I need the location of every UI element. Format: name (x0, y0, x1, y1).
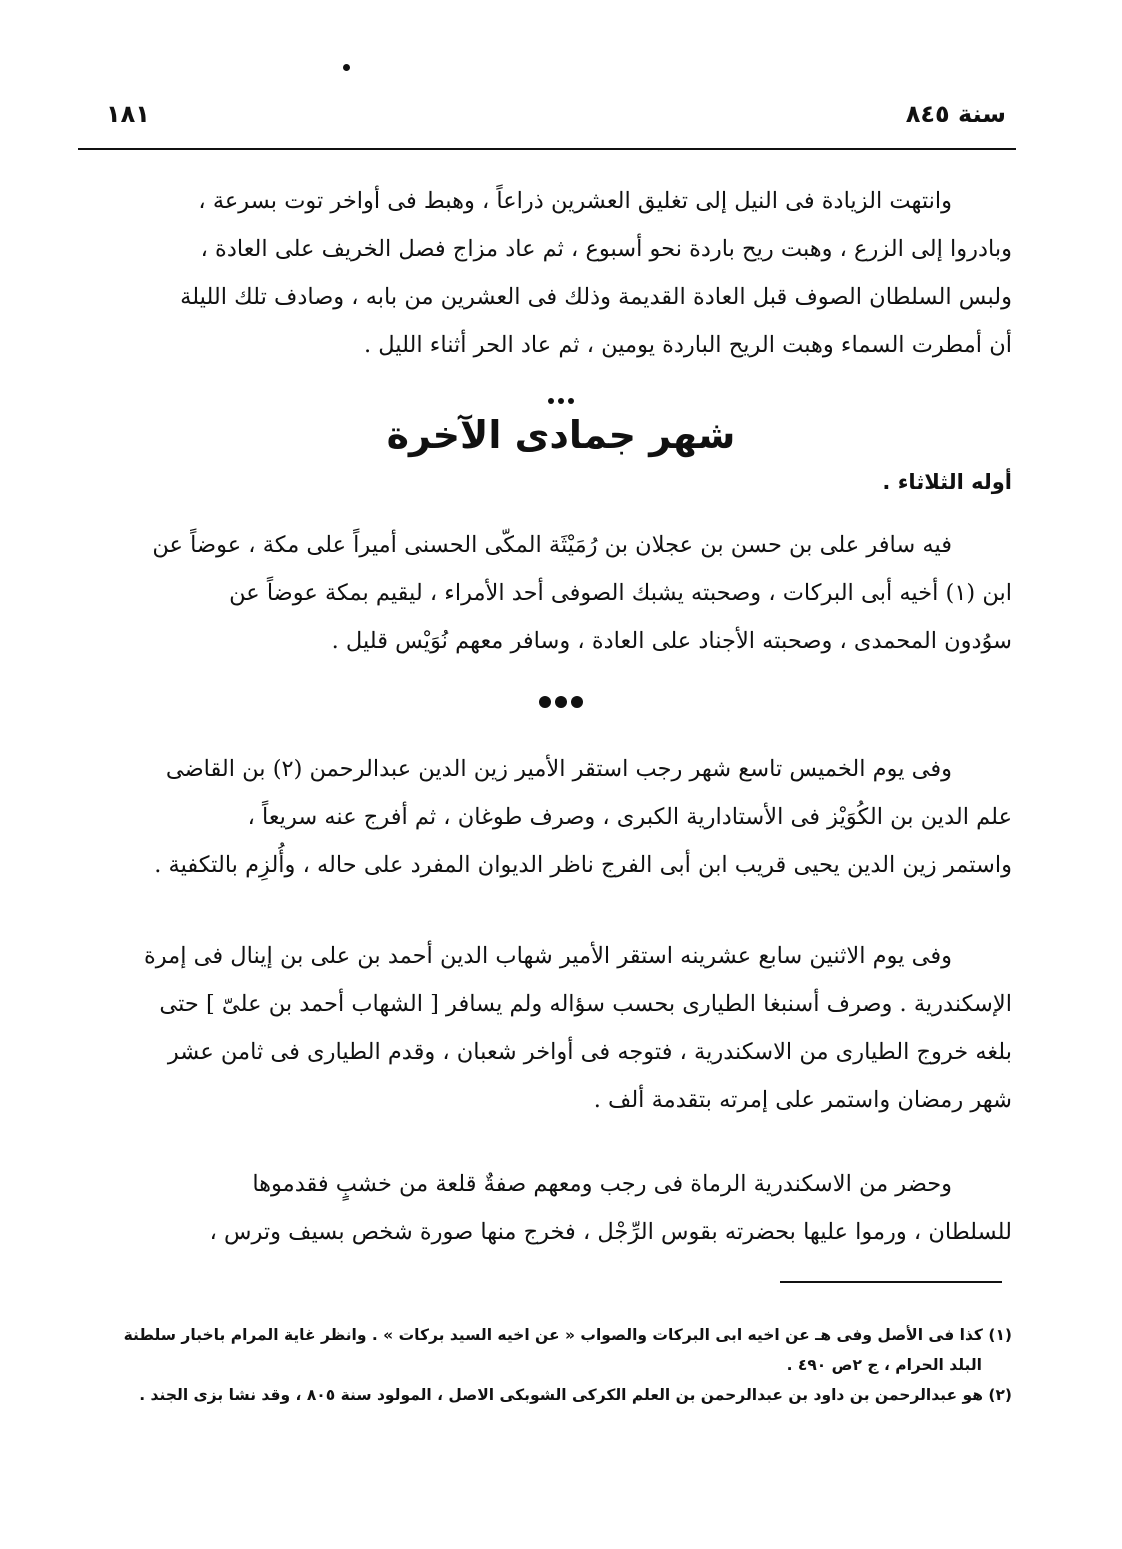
text-line: شهر رمضان واستمر على إمرته بتقدمة ألف . (593, 1087, 1012, 1113)
paragraph-archers (100, 1160, 1012, 1256)
text-line: أن أمطرت السماء وهبت الريح الباردة يومين ، ثم عاد الحر أثناء الليل . (363, 332, 1012, 358)
text-line: ابن (١) أخيه أبى البركات ، وصحبته يشبك الصوفى أحد الأمراء ، ليقيم بمكة عوضاً عن (229, 580, 1012, 606)
text-line: سوُدون المحمدى ، وصحبته الأجناد على العادة ، وسافر معهم نُوَيْس قليل . (331, 628, 1012, 654)
footnote-1-continuation: البلد الحرام ، ج ٢ص ٤٩٠ . (786, 1356, 982, 1374)
text-line: علم الدين بن الكُوَيْز فى الأستادارية الكبرى ، وصرف طوغان ، ثم أفرج عنه سريعاً ، (247, 804, 1012, 830)
text-line: وفى يوم الخميس تاسع شهر رجب استقر الأمير زين الدين عبدالرحمن (٢) بن القاضى (165, 756, 952, 782)
paragraph-nile-flood (100, 177, 1012, 369)
top-dot-mark (343, 64, 350, 71)
text-line: ولبس السلطان الصوف قبل العادة القديمة وذلك فى العشرين من بابه ، وصادف تلك الليلة (180, 284, 1012, 310)
footnotes (100, 1320, 1012, 1410)
dots-separator (0, 389, 1122, 408)
month-first-day: أوله الثلاثاء . (882, 470, 1012, 494)
month-heading: شهر جمادى الآخرة (386, 413, 736, 457)
text-line: وانتهت الزيادة فى النيل إلى تغليق العشرين ذراعاً ، وهبط فى أواخر توت بسرعة ، (198, 188, 952, 214)
text-line: بلغه خروج الطيارى من الاسكندرية ، فتوجه فى أواخر شعبان ، وقدم الطيارى فى ثامن عشر (167, 1039, 1012, 1065)
running-head (100, 100, 1012, 136)
text-line: وبادروا إلى الزرع ، وهبت ريح باردة نحو أسبوع ، ثم عاد مزاج فصل الخريف على العادة ، (200, 236, 1012, 262)
text-line: وحضر من الاسكندرية الرماة فى رجب ومعهم صفةٌ قلعة من خشبٍ فقدموها (252, 1171, 952, 1197)
text-line: وفى يوم الاثنين سابع عشرينه استقر الأمير شهاب الدين أحمد بن على بن إينال فى إمرة (143, 943, 952, 969)
footnote-2: (٢) هو عبدالرحمن بن داود بن عبدالرحمن بن العلم الكركى الشوبكى الاصل ، المولود سنة ٨٠٥ ، وقد نشا بزى الجند . (139, 1386, 1012, 1404)
text-line: الإسكندرية . وصرف أسنبغا الطيارى بحسب سؤاله ولم يسافر [ الشهاب أحمد بن علىّ ] حتى (159, 991, 1012, 1017)
paragraph-ustadar (100, 745, 1012, 889)
year-label: سنة ٨٤٥ (905, 100, 1006, 128)
page-number: ١٨١ (106, 100, 150, 128)
header-rule (78, 148, 1016, 150)
footnote-1: (١) كذا فى الأصل وفى هـ عن اخيه ابى البركات والصواب « عن اخيه السيد بركات » . وانظر غاية المرام باخبار سلطنة (123, 1326, 1012, 1344)
dots-separator (0, 693, 1122, 712)
paragraph-mecca (100, 521, 1012, 665)
text-line: فيه سافر على بن حسن بن عجلان بن رُمَيْثَة المكّى الحسنى أميراً على مكة ، عوضاً عن (152, 532, 952, 558)
text-line: واستمر زين الدين يحيى قريب ابن أبى الفرج ناظر الديوان المفرد على حاله ، وأُلزِم بالتكفية . (154, 852, 1012, 878)
footnote-rule (780, 1281, 1002, 1283)
paragraph-alexandria (100, 932, 1012, 1124)
text-line: للسلطان ، ورموا عليها بحضرته بقوس الرِّجْل ، فخرج منها صورة شخص بسيف وترس ، (209, 1219, 1012, 1245)
